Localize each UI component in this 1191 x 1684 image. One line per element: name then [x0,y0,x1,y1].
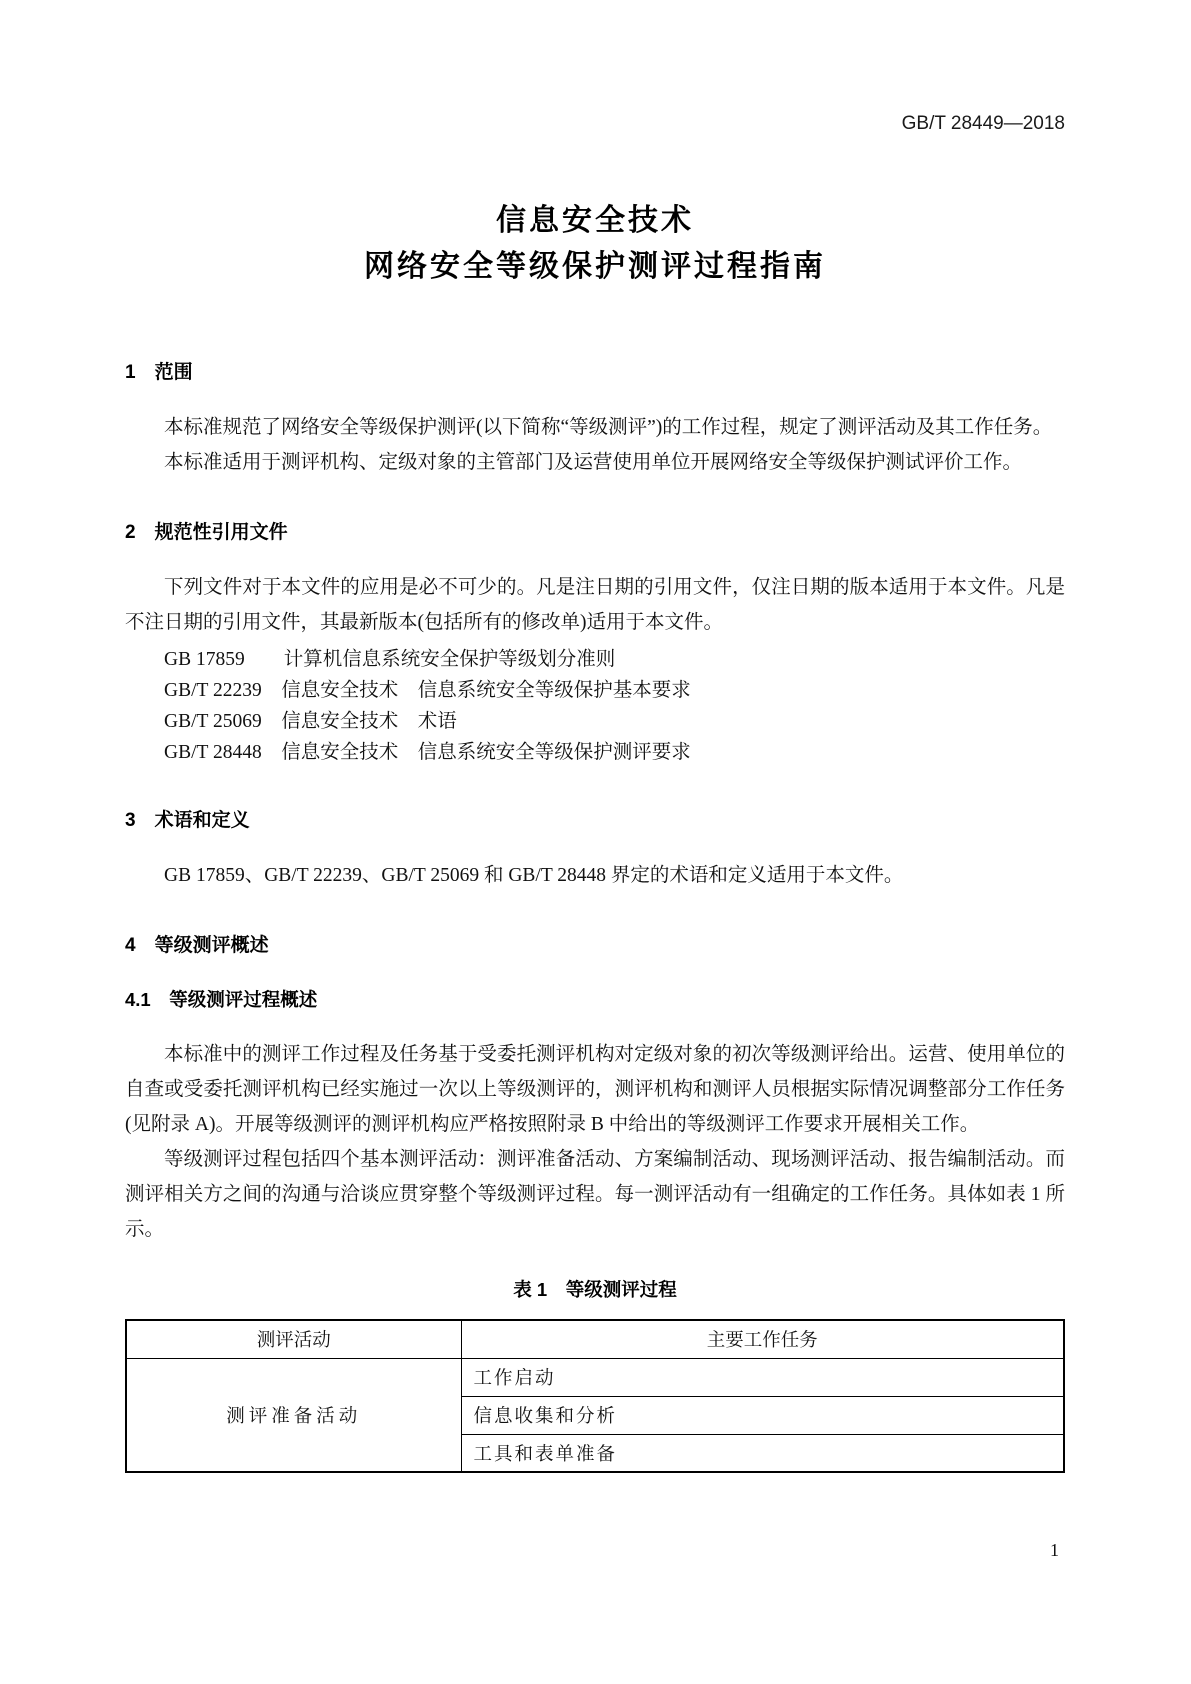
reference-item: GB 17859 计算机信息系统安全保护等级划分准则 [164,649,616,670]
page-number: 1 [1050,1540,1059,1560]
section-2-paragraph-1: 下列文件对于本文件的应用是必不可少的。凡是注日期的引用文件，仅注日期的版本适用于本文件。凡是不注日期的引用文件，其最新版本(包括所有的修改单)适用于本文件。 [125,577,1065,633]
table-1-caption: 表 1 等级测评过程 [513,1279,677,1300]
reference-item: GB/T 22239 信息安全技术 信息系统安全等级保护基本要求 [164,680,691,701]
document-title-line2: 网络安全等级保护测评过程指南 [364,250,826,283]
table-header-row [126,1320,1064,1358]
section-3-heading: 3 术语和定义 [125,810,250,831]
section-4-1-paragraph-2: 等级测评过程包括四个基本测评活动：测评准备活动、方案编制活动、现场测评活动、报告编制活动。而测评相关方之间的沟通与洽谈应贯穿整个等级测评过程。每一测评活动有一组确定的工作任务。具体如表 1 所示。 [125,1149,1065,1240]
task-cell: 工具和表单准备 [461,1434,1064,1472]
evaluation-process-table [125,1319,1065,1473]
section-1-paragraph-2: 本标准适用于测评机构、定级对象的主管部门及运营使用单位开展网络安全等级保护测试评价工作。 [164,452,1023,473]
reference-item: GB/T 25069 信息安全技术 术语 [164,711,457,732]
page-content [125,112,1065,1473]
table-header-tasks: 主要工作任务 [461,1320,1064,1358]
standard-number: GB/T 28449—2018 [901,113,1065,134]
table-row [126,1358,1064,1396]
document-title [125,198,1065,290]
activity-cell: 测评准备活动 [126,1358,461,1472]
table-header-activity: 测评活动 [126,1320,461,1358]
section-4-1-heading: 4.1 等级测评过程概述 [125,989,318,1010]
task-cell: 工作启动 [461,1358,1064,1396]
section-3-paragraph-1: GB 17859、GB/T 22239、GB/T 25069 和 GB/T 28448 界定的术语和定义适用于本文件。 [164,865,904,886]
normative-references-list [125,644,1065,768]
reference-item: GB/T 28448 信息安全技术 信息系统安全等级保护测评要求 [164,742,691,763]
section-1-heading: 1 范围 [125,362,193,383]
section-2-heading: 2 规范性引用文件 [125,522,288,543]
document-title-line1: 信息安全技术 [496,204,694,237]
section-4-1-paragraph-1: 本标准中的测评工作过程及任务基于受委托测评机构对定级对象的初次等级测评给出。运营、使用单位的自查或受委托测评机构已经实施过一次以上等级测评的，测评机构和测评人员根据实际情况调整部分工作任务(见附录 A)。开展等级测评的测评机构应严格按照附录 B 中给出的等级测评工作要求开展相关工作。 [125,1044,1065,1135]
section-1-paragraph-1: 本标准规范了网络安全等级保护测评(以下简称“等级测评”)的工作过程，规定了测评活动及其工作任务。 [164,417,1053,438]
task-cell: 信息收集和分析 [461,1396,1064,1434]
section-4-heading: 4 等级测评概述 [125,935,269,956]
